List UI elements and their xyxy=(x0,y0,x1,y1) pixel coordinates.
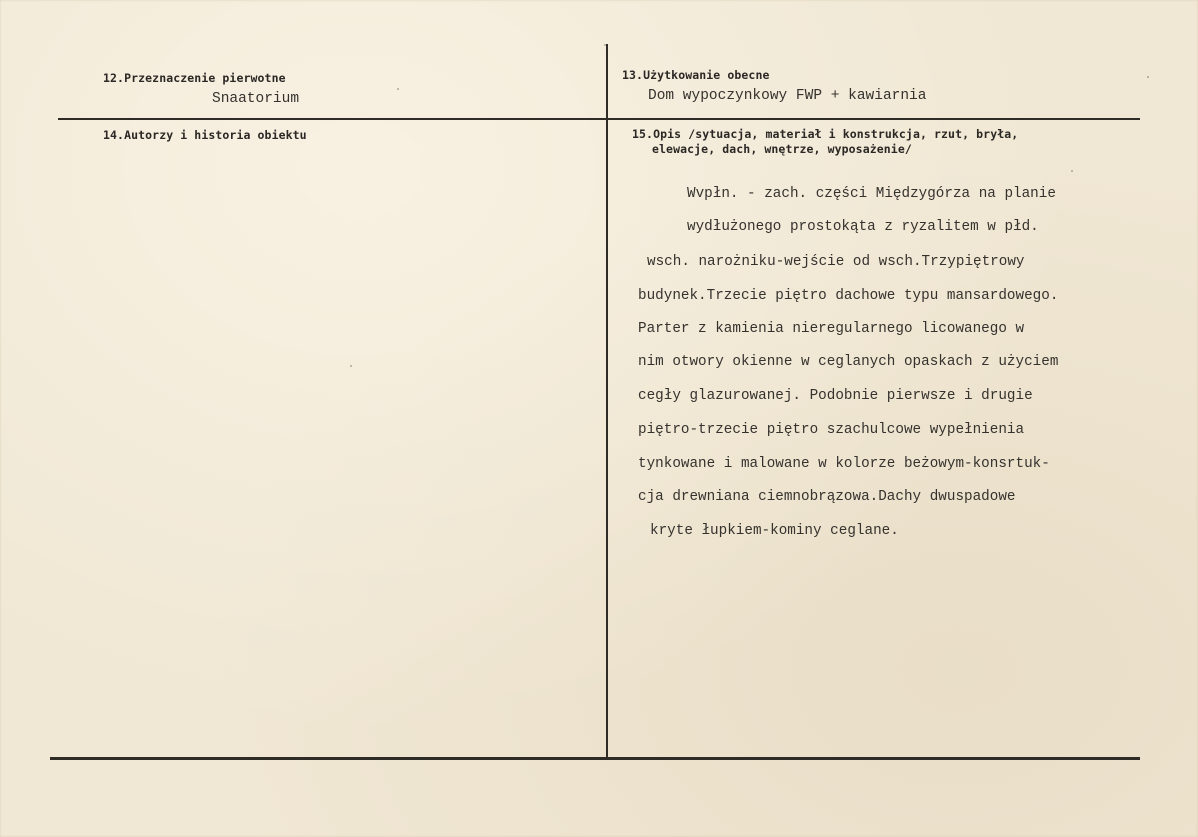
description-line: cegły glazurowanej. Podobnie pierwsze i drugie xyxy=(638,388,1033,404)
paper-speck xyxy=(604,44,606,46)
description-line: wydłużonego prostokąta z ryzalitem w płd. xyxy=(687,219,1039,235)
field-14-label: 14.Autorzy i historia obiektu xyxy=(103,128,307,142)
paper-speck xyxy=(1147,76,1149,78)
field-12-label: 12.Przeznaczenie pierwotne xyxy=(103,71,286,85)
description-line: Wvpłn. - zach. części Międzygórza na planie xyxy=(687,186,1056,202)
description-line: budynek.Trzecie piętro dachowe typu mansardowego. xyxy=(638,288,1059,304)
field-15-label-line-1: 15.Opis /sytuacja, materiał i konstrukcja, rzut, bryła, xyxy=(632,127,1019,141)
paper-speck xyxy=(1071,170,1073,172)
paper-speck xyxy=(350,365,352,367)
field-12-value: Snaatorium xyxy=(212,91,300,107)
description-line: tynkowane i malowane w kolorze beżowym-konsrtuk- xyxy=(638,456,1050,472)
column-divider xyxy=(606,44,608,759)
paper-speck xyxy=(397,88,399,90)
bottom-rule xyxy=(50,757,1140,760)
field-13-value: Dom wypoczynkowy FWP + kawiarnia xyxy=(648,88,927,104)
description-line: kryte łupkiem-kominy ceglane. xyxy=(650,523,899,539)
description-line: nim otwory okienne w ceglanych opaskach z użyciem xyxy=(638,354,1059,370)
top-row-divider xyxy=(58,118,1140,120)
field-15-label-line-2: elewacje, dach, wnętrze, wyposażenie/ xyxy=(652,142,912,156)
description-line: piętro-trzecie piętro szachulcowe wypełnienia xyxy=(638,422,1025,438)
description-line: cja drewniana ciemnobrązowa.Dachy dwuspadowe xyxy=(638,489,1016,505)
description-line: wsch. narożniku-wejście od wsch.Trzypiętrowy xyxy=(647,254,1025,270)
field-13-label: 13.Użytkowanie obecne xyxy=(622,68,770,82)
description-line: Parter z kamienia nieregularnego licowanego w xyxy=(638,321,1025,337)
